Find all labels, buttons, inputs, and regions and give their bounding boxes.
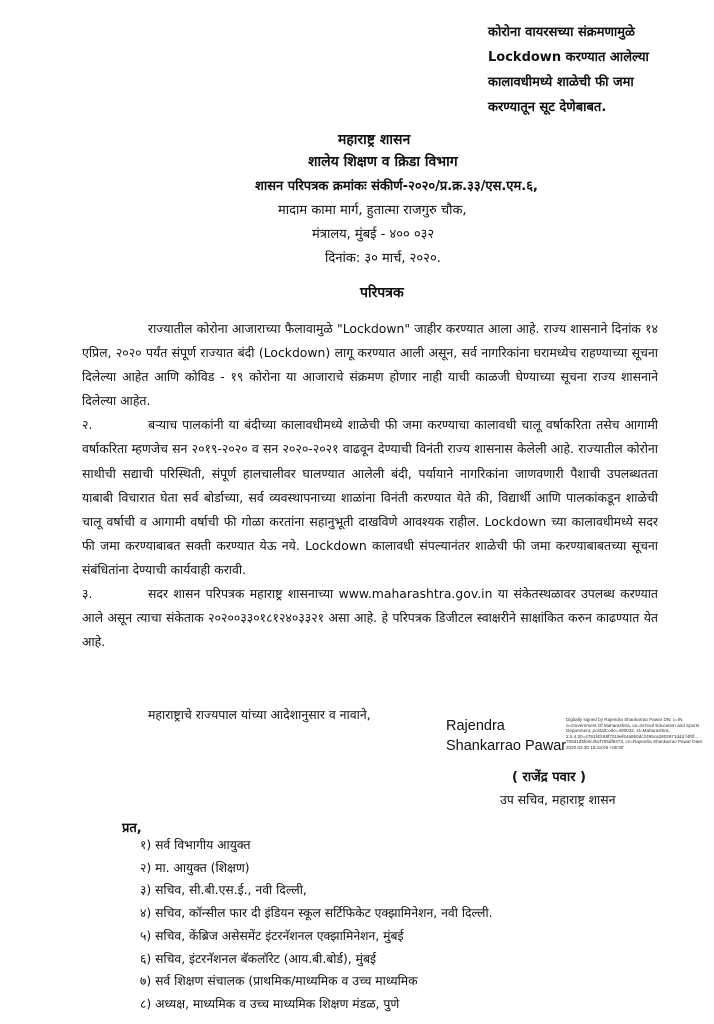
paragraph-2 bbox=[82, 413, 658, 582]
list-item: ६) सचिव, इंटरनॅशनल बॅकलॉरेट (आय.बी.बोर्ड), मुंबई bbox=[140, 951, 377, 966]
address-line-2: मंत्रालय, मुंबई - ४०० ०३२ bbox=[312, 227, 435, 242]
subject-block bbox=[488, 20, 704, 120]
copy-to-label: प्रत, bbox=[122, 821, 142, 836]
list-item: ३) सचिव, सी.बी.एस.ई., नवी दिल्ली, bbox=[140, 883, 307, 898]
paragraph-3 bbox=[82, 582, 658, 654]
paragraph-2-text: बऱ्याच पालकांनी या बंदीच्या कालावधीमध्ये शाळेची फी जमा करण्याचा कालावधी चालू वर्षाकरिता तसेच आगामी वर्षाकरिता म्हणजेच सन २०१९-२०२० व सन २०२०-२०२१ वाढवून देण्याची विनंती राज्य शासनास केलेली आहे. राज्यातील कोरोना साथीची सद्याची परिस्थिती, संपूर्ण हालचालीवर घालण्यात आलेली बंदी, पर्यायाने नागरिकांना जाणवणारी पैशाची उपलब्धतता याबाबी विचारात घेता सर्व बोर्डाच्या, सर्व व्यवस्थापनाच्या शाळांना विनंती करण्यात येते की, विद्यार्थी आणि पालकांकडून शाळेची चालू वर्षाची व आगामी वर्षाची फी गोळा करतांना सहानुभूती दाखविणे आवश्यक राहील. Lockdown च्या कालावधीमध्ये सदर फी जमा करण्याबाबत सक्ती करण्यात येऊ नये. Lockdown कालावधी संपल्यानंतर शाळेची फी जमा करण्याबाबतच्या सूचना संबंधितांना देण्याची कार्यवाही करावी. bbox=[82, 417, 658, 577]
subject-line: कोरोना वायरसच्या संक्रमणामुळे bbox=[488, 25, 635, 40]
list-item: ७) सर्व शिक्षण संचालक (प्राथमिक/माध्यमिक व उच्च माध्यमिक bbox=[140, 974, 418, 989]
signer-name: ( राजेंद्र पवार ) bbox=[512, 770, 586, 785]
list-item: ४) सचिव, कॉन्सील फार दी इंडियन स्कूल सर्टिफिकेट एक्झामिनेशन, नवी दिल्ली. bbox=[140, 906, 493, 921]
signature-first-name: Rajendra bbox=[446, 718, 505, 734]
signature-last-name: Shankarrao Pawar bbox=[446, 738, 567, 754]
subject-line: Lockdown करण्यात आलेल्या bbox=[488, 50, 649, 65]
paragraph-3-text: सदर शासन परिपत्रक महाराष्ट्र शासनाच्या www.maharashtra.gov.in या संकेतस्थळावर उपलब्ध करण्यात आले असून त्याचा संकेताक २०२००३३०१८१२४०३३२१ असा आहे. हे परिपत्रक डिजीटल स्वाक्षरीने साक्षांकित करुन काढण्यात येत आहे. bbox=[82, 586, 658, 650]
digital-signature-name bbox=[446, 716, 566, 756]
circular-number: शासन परिपत्रक क्रमांकः संकीर्ण-२०२०/प्र.क्र.३३/एस.एम.६, bbox=[255, 179, 538, 194]
subject-line: कालावधीमध्ये शाळेची फी जमा bbox=[488, 75, 634, 90]
closing-line: महाराष्ट्राचे राज्यपाल यांच्या आदेशानुसार व नावाने, bbox=[148, 707, 371, 722]
subject-line: करण्यातून सूट देणेबाबत. bbox=[488, 100, 607, 115]
circular-date: दिनांक: ३० मार्च, २०२०. bbox=[325, 251, 441, 266]
document-title: परिपत्रक bbox=[360, 285, 404, 301]
paragraph-1: राज्यातील कोरोना आजाराच्या फैलावामुळे "Lockdown" जाहीर करण्यात आला आहे. राज्य शासनाने दिनांक १४ एप्रिल, २०२० पर्यंत संपूर्ण राज्यात बंदी (Lockdown) लागू करण्यात आली असून, सर्व नागरिकांना घरामध्येच राहण्याच्या सूचना दिलेल्या आहेत आणि कोविड - १९ कोरोना या आजाराचे संक्रमण होणार नाही याची काळजी घेण्याच्या सूचना राज्य शासनाने दिलेल्या आहेत. bbox=[82, 321, 658, 409]
address-line-1: मादाम कामा मार्ग, हुतात्मा राजगुरु चौक, bbox=[278, 203, 467, 218]
signer-designation: उप सचिव, महाराष्ट्र शासन bbox=[500, 792, 616, 807]
list-item: ८) अध्यक्ष, माध्यमिक व उच्च माध्यमिक शिक्षण मंडळ, पुणे bbox=[140, 996, 400, 1011]
copy-to-list bbox=[140, 834, 700, 1016]
circular-body bbox=[82, 317, 658, 654]
government-name: महाराष्ट्र शासन bbox=[338, 132, 411, 148]
department-name: शालेय शिक्षण व क्रिडा विभाग bbox=[308, 154, 458, 170]
list-item: २) मा. आयुक्त (शिक्षण) bbox=[140, 860, 250, 875]
digital-signature-details: Digitally signed by Rajendra Shankarrao Pawar DN: c=IN, o=Government Of Maharashtra, ou=School Education and Sports Department, postalCode=400032, st=Maharashtra, 2.5.4.20=4791f4fc88f7019ef64a9b0dc2495ca2802671d4d f4f0f... 755d1d5fe0c45cf755df9373, cn=Rajendra Shankarrao Pawar Date: 2020.03.30 18:18:05 +05'30' bbox=[566, 717, 704, 750]
paragraph-2-number: २. bbox=[82, 417, 93, 433]
list-item: ५) सचिव, केंब्रिज असेसमेंट इंटरनॅशनल एक्झामिनेशन, मुंबई bbox=[140, 928, 404, 943]
paragraph-3-number: ३. bbox=[82, 586, 93, 602]
list-item: १) सर्व विभागीय आयुक्त bbox=[140, 838, 251, 852]
